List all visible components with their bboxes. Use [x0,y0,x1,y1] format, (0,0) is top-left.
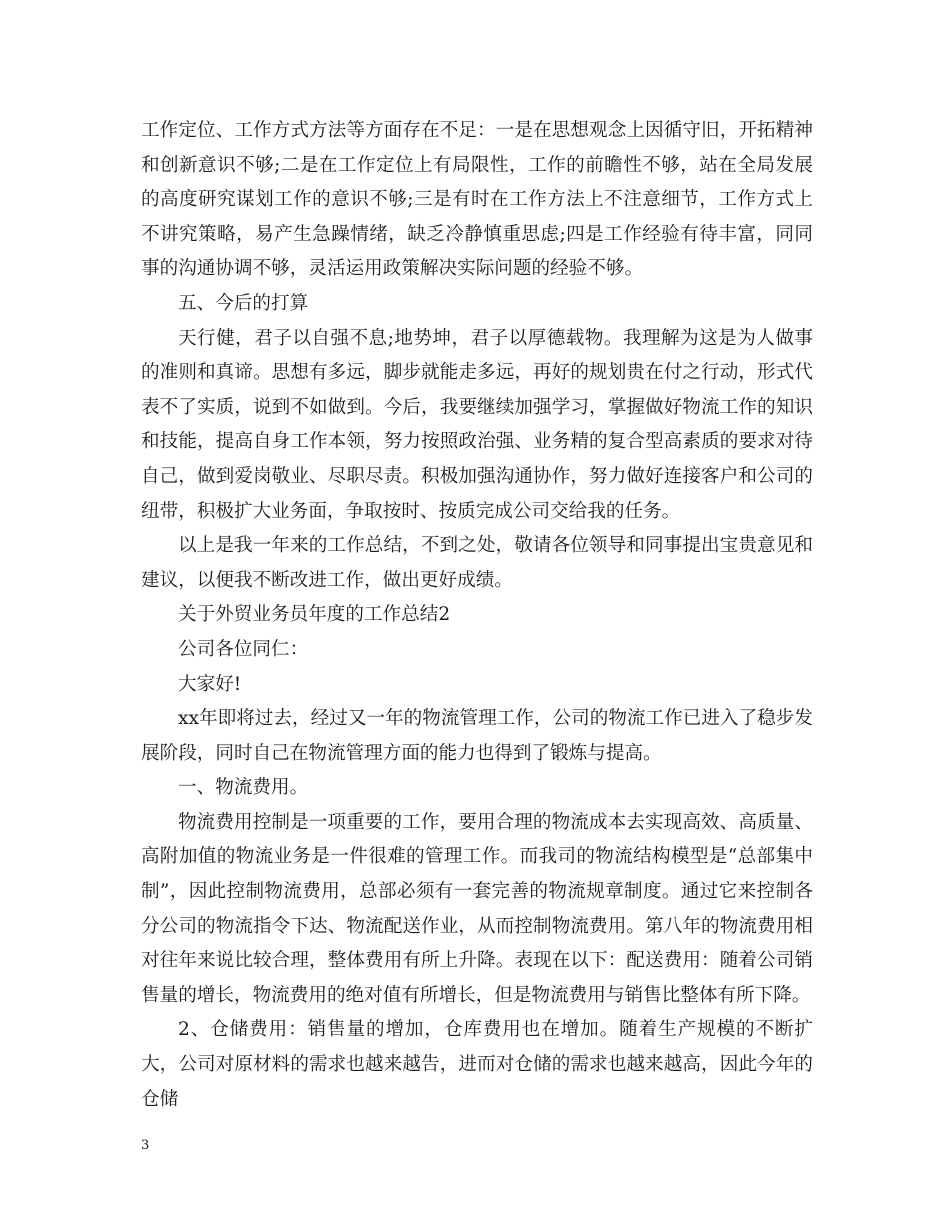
salutation: 公司各位同仁： [178,638,309,660]
paragraph-3: 天行健，君子以自强不息;地势坤，君子以厚德载物。我理解为这是为人做事的准则和真谛。思想有多远，脚步就能走多远，再好的规划贵在付之行动，形式代表不了实质，说到不如做到。今后，我要继续加强学习，掌握做好物流工作的知识和技能，提高自身工作本领，努力按照政治强、业务精的复合型高素质的要求对待自己，做到爱岗敬业、尽职尽责。积极加强沟通协作，努力做好连接客户和公司的纽带，积极扩大业务面，争取按时、按质完成公司交给我的任务。 [141,327,813,522]
paragraph-4: 以上是我一年来的工作总结，不到之处，敬请各位领导和同事提出宝贵意见和建议，以便我不断改进工作，做出更好成绩。 [141,535,813,591]
paragraph-8: xx年即将过去，经过又一年的物流管理工作，公司的物流工作已进入了稳步发展阶段，同时自己在物流管理方面的能力也得到了锻炼与提高。 [141,708,813,764]
paragraph-11: 2、仓储费用：销售量的增加，仓库费用也在增加。随着生产规模的不断扩大，公司对原材料的需求也越来越告，进而对仓储的需求也越来越高，因此今年的仓储 [141,1019,813,1110]
document-body [141,114,813,1117]
page-number: 3 [141,1138,150,1153]
section-heading-future-plans: 五、今后的打算 [178,292,309,314]
section-heading-logistics-cost: 一、物流费用。 [178,777,309,799]
greeting: 大家好! [178,673,242,695]
paragraph-10: 物流费用控制是一项重要的工作，要用合理的物流成本去实现高效、高质量、高附加值的物流业务是一件很难的管理工作。而我司的物流结构模型是“总部集中制”，因此控制物流费用，总部必须有一套完善的物流规章制度。通过它来控制各分公司的物流指令下达、物流配送作业，从而控制物流费用。第八年的物流费用相对往年来说比较合理，整体费用有所上升降。表现在以下：配送费用：随着公司销售量的增长，物流费用的绝对值有所增长，但是物流费用与销售比整体有所下降。 [141,811,813,1006]
paragraph-1: 工作定位、工作方式方法等方面存在不足：一是在思想观念上因循守旧，开拓精神和创新意识不够;二是在工作定位上有局限性，工作的前瞻性不够，站在全局发展的高度研究谋划工作的意识不够;三是有时在工作方法上不注意细节，工作方式上不讲究策略，易产生急躁情绪，缺乏冷静慎重思虑;四是工作经验有待丰富，同同事的沟通协调不够，灵活运用政策解决实际问题的经验不够。 [141,120,813,280]
document-title-2: 关于外贸业务员年度的工作总结2 [178,604,451,626]
